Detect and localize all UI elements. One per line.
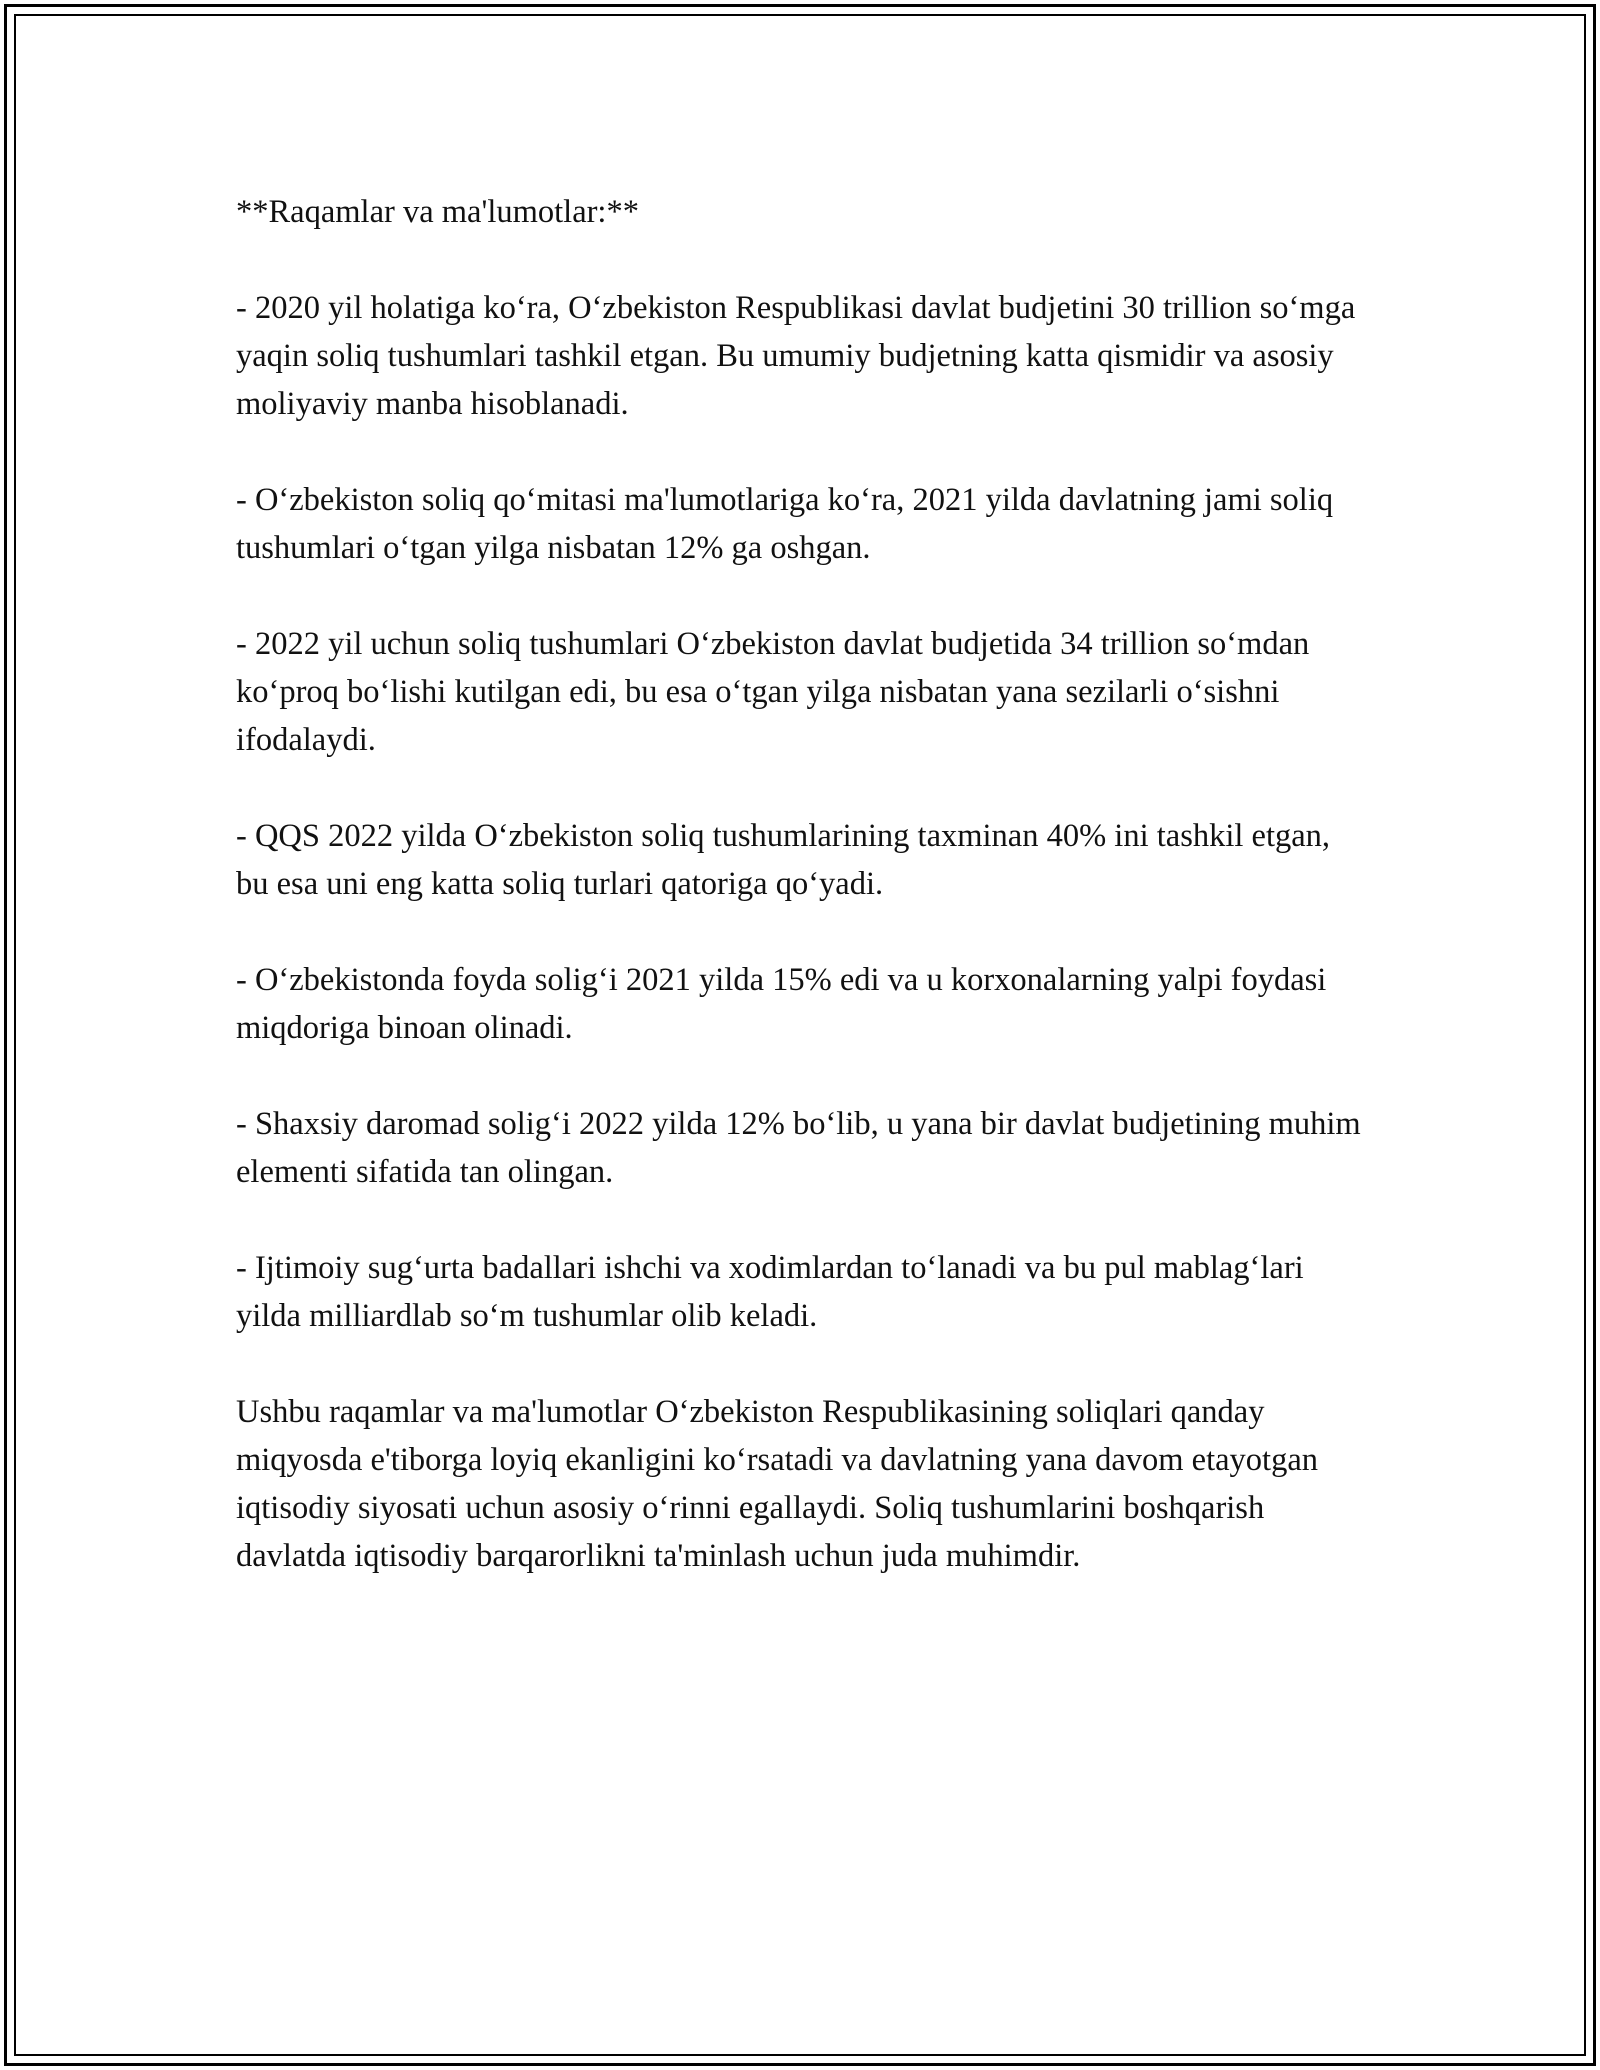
bullet-item: - O‘zbekiston soliq qo‘mitasi ma'lumotlariga ko‘ra, 2021 yilda davlatning jami soliq tushumlari o‘tgan yilga nisbatan 12% ga oshgan. (236, 482, 1334, 566)
document-body (236, 188, 1366, 1628)
conclusion-paragraph: Ushbu raqamlar va ma'lumotlar O‘zbekiston Respublikasining soliqlari qanday miqyosda e'tiborga loyiq ekanligini ko‘rsatadi va davlatning yana davom etayotgan iqtisodiy siyosati uchun asosiy o‘rinni egallaydi. Soliq tushumlarini boshqarish davlatda iqtisodiy barqarorlikni ta'minlash uchun juda muhimdir. (236, 1394, 1318, 1574)
section-heading: **Raqamlar va ma'lumotlar:** (236, 194, 639, 230)
bullet-item: - QQS 2022 yilda O‘zbekiston soliq tushumlarining taxminan 40% ini tashkil etgan, bu esa uni eng katta soliq turlari qatoriga qo‘yadi. (236, 818, 1331, 902)
bullet-item: - Ijtimoiy sug‘urta badallari ishchi va xodimlardan to‘lanadi va bu pul mablag‘lari yilda milliardlab so‘m tushumlar olib keladi. (236, 1250, 1304, 1334)
bullet-item: - Shaxsiy daromad solig‘i 2022 yilda 12% bo‘lib, u yana bir davlat budjetining muhim elementi sifatida tan olingan. (236, 1106, 1361, 1190)
bullet-item: - O‘zbekistonda foyda solig‘i 2021 yilda 15% edi va u korxonalarning yalpi foydasi miqdoriga binoan olinadi. (236, 962, 1327, 1046)
bullet-item: - 2020 yil holatiga ko‘ra, O‘zbekiston Respublikasi davlat budjetini 30 trillion so‘mga yaqin soliq tushumlari tashkil etgan. Bu umumiy budjetning katta qismidir va asosiy moliyaviy manba hisoblanadi. (236, 290, 1356, 422)
bullet-item: - 2022 yil uchun soliq tushumlari O‘zbekiston davlat budjetida 34 trillion so‘mdan ko‘proq bo‘lishi kutilgan edi, bu esa o‘tgan yilga nisbatan yana sezilarli o‘sishni ifodalaydi. (236, 626, 1310, 758)
